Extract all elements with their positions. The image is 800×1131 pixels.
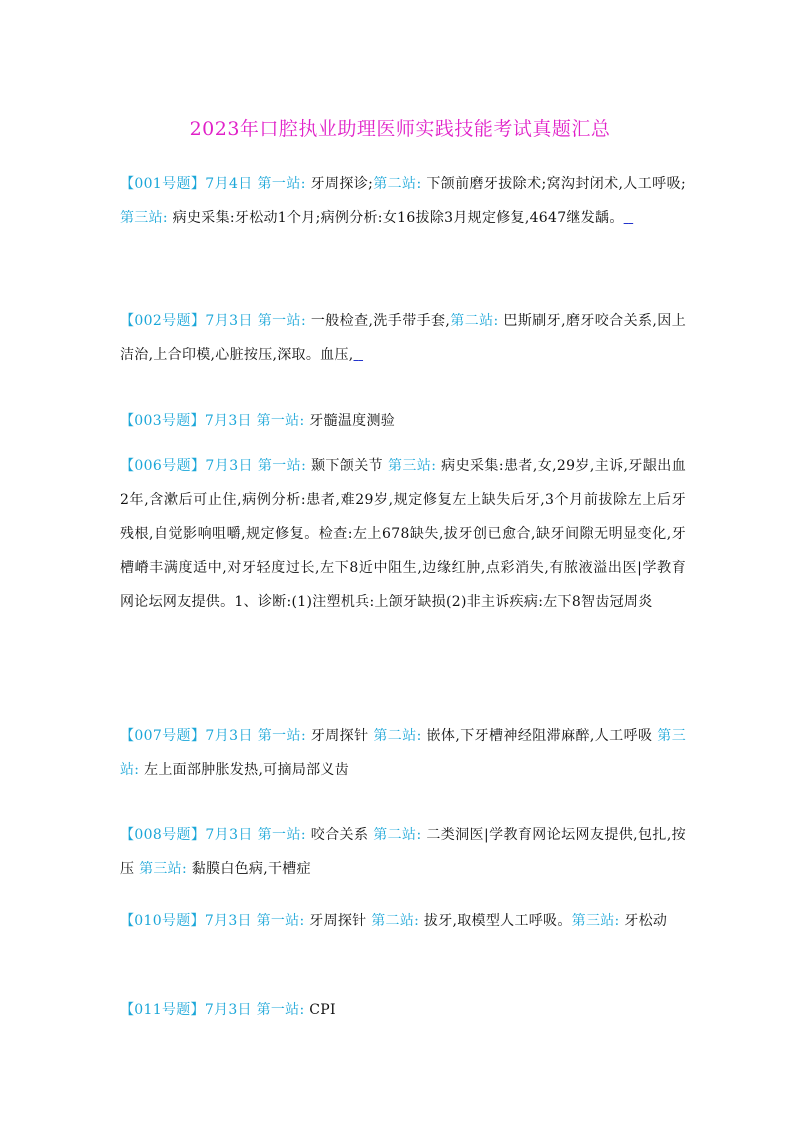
- entry-text: 颞下颌关节: [306, 458, 388, 474]
- station-label: 第三站:: [571, 913, 620, 929]
- station-label: 【006号题】7月3日 第一站:: [120, 458, 307, 474]
- station-label: 第三站:: [120, 728, 687, 778]
- entry-text: 嵌体,下牙槽神经阻滞麻醉,人工呼吸: [421, 728, 658, 744]
- entry-text: 牙松动: [619, 913, 668, 929]
- text-cursor-marker: [624, 210, 634, 226]
- question-entry-007: [120, 719, 686, 787]
- question-entry-001: [120, 167, 686, 235]
- entry-text: 牙周探诊;: [305, 176, 374, 192]
- question-entry-011: [120, 993, 686, 1027]
- station-label: 【008号题】7月3日 第一站:: [120, 827, 306, 843]
- entry-text: 巴斯刷牙,磨牙咬合关系,因上洁治,上合印模,心脏按压,深取。血压,: [120, 313, 686, 363]
- station-label: 第二站:: [371, 913, 420, 929]
- entry-text: 拔牙,取模型人工呼吸。: [419, 913, 572, 929]
- station-label: 【001号题】7月4日 第一站:: [120, 176, 306, 192]
- question-entry-008: [120, 818, 686, 886]
- question-entry-006: [120, 449, 686, 619]
- station-label: 第二站:: [373, 728, 422, 744]
- entry-text: 左上面部肿胀发热,可摘局部义齿: [139, 762, 350, 778]
- entry-text: 病史采集:牙松动1个月;病例分析:女16拔除3月规定修复,4647继发龋。: [167, 210, 624, 226]
- entry-text: 病史采集:患者,女,29岁,主诉,牙龈出血2年,含漱后可止住,病例分析:患者,难29岁,规定修复左上缺失后牙,3个月前拔除左上后牙残根,自觉影响咀嚼,规定修复。检查:左上678缺失,拔牙创已愈合,缺牙间隙无明显变化,牙槽嵴丰满度适中,对牙轻度过长,左下8近中阻生,边缘红肿,点彩消失,有脓液溢出医|学教育网论坛网友提供。1、诊断:(1)注塑机兵:上颌牙缺损(2)非主诉疾病:左下8智齿冠周炎: [120, 458, 687, 610]
- station-label: 第三站:: [387, 458, 437, 474]
- question-entry-010: [120, 904, 686, 938]
- station-label: 第三站:: [139, 861, 187, 877]
- entry-text: 牙周探针: [305, 728, 374, 744]
- document-title: 2023年口腔执业助理医师实践技能考试真题汇总: [189, 118, 611, 140]
- question-entry-003: [120, 404, 686, 438]
- station-label: 【007号题】7月3日 第一站:: [120, 728, 306, 744]
- entry-text: 牙周探针: [304, 913, 372, 929]
- station-label: 第二站:: [450, 313, 499, 329]
- entry-text: 咬合关系: [305, 827, 374, 843]
- question-entry-002: [120, 304, 686, 372]
- entry-text: 黏膜白色病,干槽症: [186, 861, 311, 877]
- entry-text: 牙髓温度测验: [304, 413, 396, 429]
- station-label: 【011号题】7月3日 第一站:: [120, 1002, 305, 1018]
- entry-text: CPI: [304, 1002, 336, 1018]
- station-label: 第三站:: [120, 210, 168, 226]
- entry-text: 下颌前磨牙拔除术;窝沟封闭术,人工呼吸;: [421, 176, 686, 192]
- station-label: 第二站:: [373, 176, 422, 192]
- text-cursor-marker: [354, 347, 364, 363]
- station-label: 【003号题】7月3日 第一站:: [120, 413, 305, 429]
- entry-text: 一般检查,洗手带手套,: [305, 313, 451, 329]
- station-label: 第二站:: [373, 827, 422, 843]
- station-label: 【010号题】7月3日 第一站:: [120, 913, 305, 929]
- entry-text: 二类洞医|学教育网论坛网友提供,包扎,按压: [120, 827, 686, 877]
- station-label: 【002号题】7月3日 第一站:: [120, 313, 306, 329]
